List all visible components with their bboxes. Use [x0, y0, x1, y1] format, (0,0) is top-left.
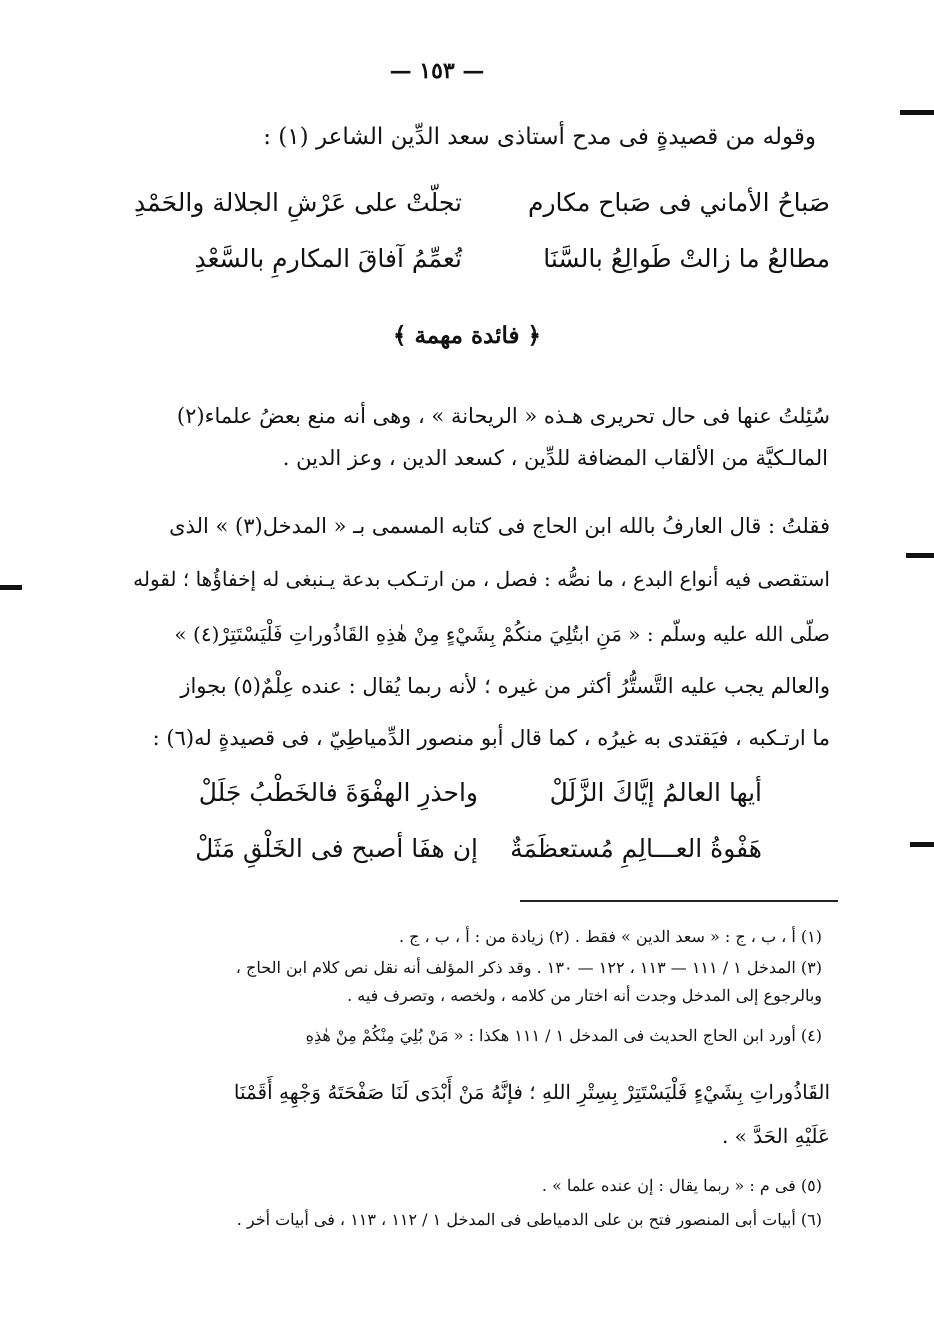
poem1-line2-left: تُعمِّمُ آفاقَ المكارمِ بالسَّعْدِ	[194, 244, 462, 273]
footnote-line8: (٦) أبيات أبى المنصور فتح بن على الدمياطى فى المدخل ١ / ١١٢ ، ١١٣ ، فى أبيات أخر .	[236, 1210, 822, 1229]
footnote-line4: (٤) أورد ابن الحاج الحديث فى المدخل ١ / ١١١ هكذا : « مَنْ بُلِيَ مِنْكُمْ مِنْ هٰذِهِ	[305, 1026, 822, 1045]
page-number: — ١٥٣ —	[389, 58, 485, 84]
footnote-line2: (٣) المدخل ١ / ١١١ — ١١٣ ، ١٢٢ — ١٣٠ . وقد ذكر المؤلف أنه نقل نص كلام ابن الحاج ،	[235, 958, 822, 977]
margin-mark-right-low	[910, 842, 934, 847]
para2-line2: استقصى فيه أنواع البدع ، ما نصُّه : فصل ، من ارتـكب بدعة يـنبغى له إخفاؤُها ؛ لقوله	[133, 567, 830, 591]
margin-mark-right-top	[900, 110, 934, 115]
footnote-line1: (١) أ ، ب ، ج : « سعد الدين » فقط . (٢) زيادة من : أ ، ب ، ج .	[398, 927, 822, 946]
footnote-line6: عَلَيْهِ الحَدَّ » .	[721, 1124, 830, 1148]
poem2-line1-right: أيها العالمُ إيَّاكَ الزَّلَلْ	[549, 778, 762, 807]
poem2-line2-right: هَفْوةُ العـــالِمِ مُستعظَمَةٌ	[510, 834, 762, 863]
footnote-line5: القَاذُوراتِ بِشَيْءٍ فَلْيَسْتَتِرْ بِسِتْرِ اللهِ ؛ فإنَّهُ مَنْ أَبْدَى لَنَا صَفْحَتَهُ وَجْهِهِ أَقَمْنَا	[233, 1080, 830, 1104]
poem2-line1-left: واحذرِ الهفْوَةَ فالخَطْبُ جَلَلْ	[198, 778, 478, 807]
poem1-line1-right: صَباحُ الأماني فى صَباح مكارم	[527, 188, 830, 217]
para2-line5: ما ارتـكبه ، فيَقتدى به غيرُه ، كما قال أبو منصور الدِّمياطِيّ ، فى قصيدةٍ له(٦) :	[152, 726, 830, 750]
para2-line4: والعالم يجب عليه التَّستُّرُ أكثر من غيره ؛ لأنه ربما يُقال : عنده عِلْمٌ(٥) بجواز	[180, 674, 830, 698]
para2-line1: فقلتُ : قال العارفُ بالله ابن الحاج فى كتابه المسمى بـ « المدخل(٣) » الذى	[169, 514, 830, 538]
intro-line: وقوله من قصيدةٍ فى مدح أستاذى سعد الدِّين الشاعر (١) :	[263, 124, 816, 150]
para2-line3: صلّى الله عليه وسلّم : « مَنِ ابتُلِيَ منكُمْ بِشَيْءٍ مِنْ هٰذِهِ القَاذُوراتِ فَلْيَسْتَتِرْ(٤) »	[174, 622, 830, 646]
para1-line1: سُئِلتُ عنها فى حال تحريرى هـذه « الريحانة » ، وهى أنه منع بعضُ علماء(٢)	[176, 404, 830, 428]
margin-mark-right-mid	[906, 553, 934, 558]
footnote-line3: وبالرجوع إلى المدخل وجدت أنه اختار من كلامه ، ولخصه ، وتصرف فيه .	[347, 986, 822, 1005]
poem1-line1-left: تجلّتْ على عَرْشِ الجلالة والحَمْدِ	[134, 188, 462, 217]
footnote-separator	[520, 900, 838, 902]
para1-line2: المالـكيَّة من الألقاب المضافة للدِّين ، كسعد الدين ، وعز الدين .	[282, 446, 828, 470]
poem2-line2-left: إن هفَا أصبح فى الخَلْقِ مَثَلْ	[195, 834, 478, 863]
footnote-line7: (٥) فى م : « ربما يقال : إن عنده علما » .	[541, 1176, 822, 1195]
section-heading: ﴿ فائدة مهمة ﴾	[392, 322, 542, 349]
poem1-line2-right: مطالعُ ما زالتْ طَوالِعُ بالسَّنَا	[543, 244, 830, 273]
margin-mark-left	[0, 585, 22, 590]
